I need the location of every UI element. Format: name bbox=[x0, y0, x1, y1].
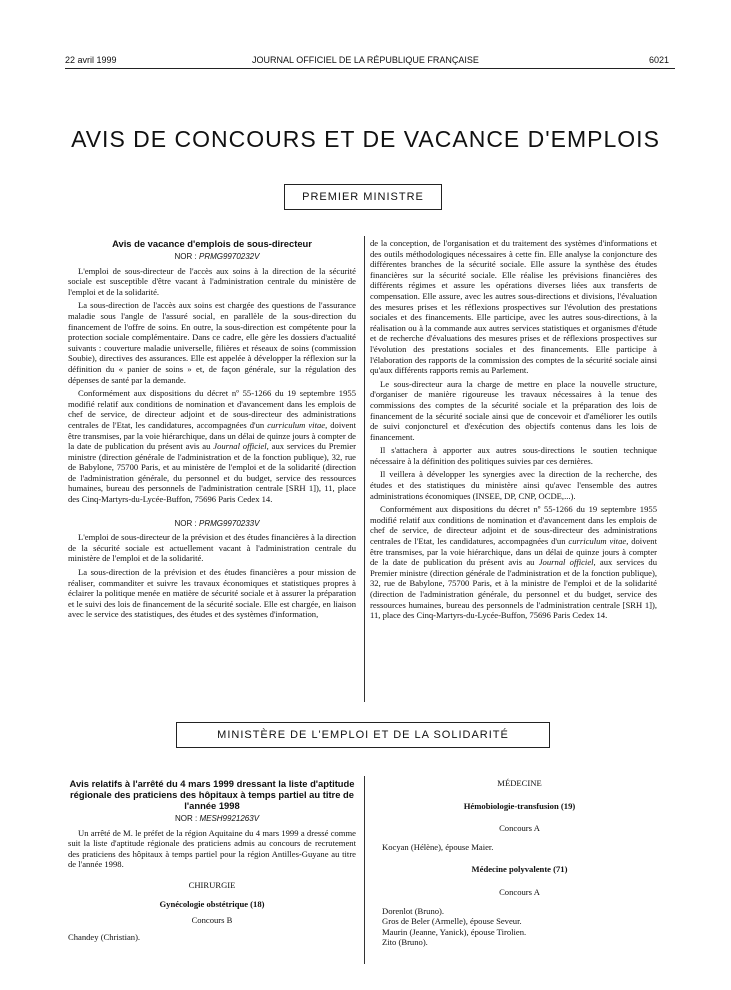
candidate-name: Zito (Bruno). bbox=[382, 937, 428, 948]
paragraph: de la conception, de l'organisation et du traitement des systèmes d'informations et des outils méthodologiques nécessaires à cette fin. Elle analyse la conjoncture des différentes branches de la sécurité sociale. Elle assure la synthèse des études financières sur la sécurité sociale. Elle réalise les prévisions financières des différents régimes et assure les opérations diverses liées aux transferts de compensation. Elle assure, avec les autres sous-directions et divisions, l'évaluation des mesures prises et les réflexions prospectives sur l'évolution des prestations sociales et des financements. Elle participe, avec les autres sous-directions, à la réalisation ou à la commande aux autres services statistiques et organismes d'étude et de recherche d'évaluations des mesures prises et de réflexions prospectives sur l'évolution des prestations sociales et des financements. Elle participe à l'élaboration des rapports de la commission des comptes de la sécurité sociale ainsi qu'aux différents rapports remis au Parlement. bbox=[370, 238, 657, 376]
header-journal: JOURNAL OFFICIEL DE LA RÉPUBLIQUE FRANÇAISE bbox=[252, 55, 479, 65]
candidate-name: Maurin (Jeanne, Yanick), épouse Tirolien. bbox=[382, 926, 527, 937]
section-title: PREMIER MINISTRE bbox=[302, 191, 424, 203]
paragraph: Il veillera à développer les synergies avec la direction de la recherche, des études et des statistiques du ministère ainsi qu'avec l'ensemble des autres administrations économiques (INSEE, DP, CNP, OCDE,...). bbox=[370, 469, 657, 501]
section2-right-column bbox=[382, 778, 657, 948]
paragraph: Il s'attachera à apporter aux autres sous-directions le soutien technique nécessaire à la définition des politiques suivies par ces dernières. bbox=[370, 445, 657, 466]
candidate-name: Gros de Beler (Armelle), épouse Seveur. bbox=[382, 916, 522, 927]
section-title: MINISTÈRE DE L'EMPLOI ET DE LA SOLIDARITÉ bbox=[217, 729, 509, 741]
section2-left-column bbox=[68, 778, 356, 945]
paragraph: L'emploi de sous-directeur de l'accès aux soins à la direction de la sécurité sociale est susceptible d'être vacant à l'administration centrale du ministère de l'emploi et de la solidarité. bbox=[68, 265, 356, 297]
specialty-subheading: Gynécologie obstétrique (18) bbox=[159, 898, 265, 909]
notice-title: Avis de vacance d'emplois de sous-directeur bbox=[112, 238, 312, 249]
column-divider bbox=[364, 776, 365, 964]
section1-right-column bbox=[370, 238, 657, 624]
section-box-premier-ministre bbox=[284, 184, 442, 210]
candidate-name: Kocyan (Hélène), épouse Maier. bbox=[382, 841, 494, 852]
specialty-heading: MÉDECINE bbox=[497, 778, 542, 788]
paragraph: L'emploi de sous-directeur de la prévision et des études financières à la direction de la sécurité sociale est actuellement vacant à l'administration centrale du ministère de l'emploi et de la solidarité. bbox=[68, 532, 356, 564]
section1-left-column bbox=[68, 238, 356, 623]
header-date: 22 avril 1999 bbox=[65, 55, 117, 65]
nor-reference: NOR : PRMG9970232V bbox=[174, 252, 260, 261]
section-box-ministere bbox=[176, 722, 550, 748]
header-rule bbox=[65, 68, 675, 69]
paragraph: Le sous-directeur aura la charge de mettre en place la nouvelle structure, d'organiser de manière rigoureuse les travaux nécessaires à la tenue des commissions des comptes de la sécurité sociale et la préparation des lois de financement de la sécurité sociale ainsi que de concevoir et d'améliorer les outils de suivi conjoncturel et d'exécution des objectifs contenus dans les lois de financement. bbox=[370, 378, 657, 442]
paragraph: La sous-direction de la prévision et des études financières a pour mission de réaliser, commanditer et suivre les travaux économiques et statistiques propres à éclairer la politique menée en matière de sécurité sociale et à assurer la préparation et le suivi des lois de financement de la sécurité sociale. Elle est chargée, en liaison avec le service des statistiques, des études et des systèmes d'information, bbox=[68, 567, 356, 620]
nor-reference: NOR : MESH9921263V bbox=[174, 814, 260, 823]
page-title: AVIS DE CONCOURS ET DE VACANCE D'EMPLOIS bbox=[71, 126, 660, 152]
specialty-subheading: Médecine polyvalente (71) bbox=[471, 864, 568, 875]
paragraph: La sous-direction de l'accès aux soins est chargée des questions de l'assurance maladie sous l'angle de l'assuré social, en parallèle de la sous-direction du financement de l'offre de soins. En outre, la sous-direction est compétente pour la protection sociale complémentaire. Dans ce cadre, elle gère les dossiers d'actualité suivants : couverture maladie universelle, filières et réseaux de soins (commission Soubie), directives des assurances. Elle est appelée à développer la réflexion sur la définition du « panier de soins » et, de façon générale, sur la régulation des dépenses de santé par la demande. bbox=[68, 300, 356, 385]
concours-label: Concours A bbox=[499, 886, 540, 897]
column-divider bbox=[364, 236, 365, 702]
concours-label: Concours A bbox=[499, 823, 540, 834]
notice-title: Avis relatifs à l'arrêté du 4 mars 1999 dressant la liste d'aptitude régionale des praticiens des hôpitaux à temps partiel au titre de l'année 1998 bbox=[69, 778, 355, 811]
specialty-heading: CHIRURGIE bbox=[188, 879, 236, 890]
specialty-subheading: Hémobiologie-transfusion (19) bbox=[463, 800, 576, 811]
nor-reference: NOR : PRMG9970233V bbox=[174, 518, 260, 528]
paragraph: Un arrêté de M. le préfet de la région Aquitaine du 4 mars 1999 a dressé comme suit la liste d'aptitude régionale des praticiens admis au concours de recrutement des praticiens des hôpitaux à temps partiel pour la région Antilles-Guyane au titre de l'année 1998. bbox=[68, 827, 356, 870]
paragraph: Conformément aux dispositions du décret nº 55-1266 du 19 septembre 1955 modifié relatif aux conditions de nomination et d'avancement dans les emplois de chef de service, de directeur adjoint et de sous-directeur des administrations centrales de l'Etat, les candidatures, accompagnées d'un curriculum vitae, doivent être transmises, par la voie hiérarchique, dans un délai de quinze jours à compter de la date de publication du présent avis au Journal officiel, aux services du Premier ministre (direction générale de l'administration et de la fonction publique), 32, rue de Babylone, 75700 Paris, et au ministère de l'emploi et de la solidarité (direction de l'administration générale, du personnel et du budget, service des ressources humaines, bureau des personnels de l'administration centrale [SRH 1]), 11, place des Cinq-Martyrs-du-Lycée-Buffon, 75696 Paris Cedex 14. bbox=[68, 388, 356, 505]
concours-label: Concours B bbox=[191, 915, 233, 926]
paragraph: Conformément aux dispositions du décret nº 55-1266 du 19 septembre 1955 modifié relatif aux conditions de nomination et d'avancement dans les emplois de chef de service, de directeur adjoint et de sous-directeur des administrations centrales de l'Etat, les candidatures, accompagnées d'un curriculum vitae, doivent être transmises, par la voie hiérarchique, dans un délai de quinze jours à compter de la date de publication du présent avis au Journal officiel, aux services du Premier ministre (direction générale de l'administration et de la fonction publique), 32, rue de Babylone, 75700 Paris, et à la ministre de l'emploi et de la solidarité (direction de l'administration générale, du personnel et du budget, service des ressources humaines, bureau des personnels de l'administration centrale [SRH 1]), 11, place des Cinq-Martyrs-du-Lycée-Buffon, 75696 Paris Cedex 14. bbox=[370, 504, 657, 621]
header-page-number: 6021 bbox=[648, 55, 669, 65]
candidate-name: Dorenlot (Bruno). bbox=[382, 905, 445, 916]
candidate-name: Chandey (Christian). bbox=[68, 931, 141, 942]
